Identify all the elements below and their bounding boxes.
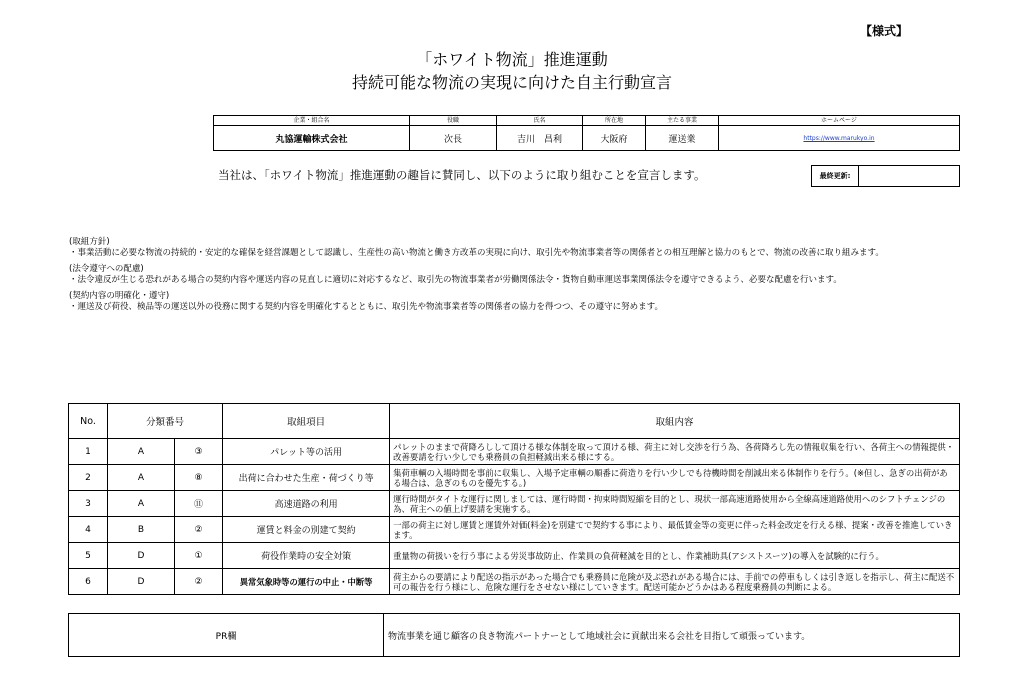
position-value: 次長	[410, 126, 497, 151]
declaration-text: 当社は、「ホワイト物流」推進運動の趣旨に賛同し、以下のように取り組むことを宣言します。	[218, 168, 706, 182]
table-row	[69, 517, 960, 543]
header-homepage: ホームページ	[719, 116, 960, 126]
row-content: 一部の荷主に対し運賃と運賃外対価(料金)を別建てで契約する事により、最低賃金等の変更に伴った料金改定を行える様、提案・改善を推進していきます。	[390, 517, 960, 543]
company-info-table	[213, 115, 960, 151]
location-value: 大阪府	[583, 126, 646, 151]
pr-table	[68, 613, 960, 657]
last-updated-value	[859, 166, 960, 187]
row-category-letter: D	[108, 543, 175, 569]
policy-block	[69, 291, 959, 313]
header-name: 氏名	[497, 116, 583, 126]
row-category-letter: A	[108, 491, 175, 517]
last-updated-label: 最終更新:	[812, 166, 859, 187]
row-category-number: ②	[175, 517, 223, 543]
row-content: パレットのままで荷降ろしして頂ける様な体制を取って頂ける様、荷主に対し交渉を行う為、各荷降ろし先の情報収集を行い、各荷主への情報提供・改善要請を行い少しでも乗務員の負担軽減出来る様にする。	[390, 439, 960, 465]
pr-text: 物流事業を通じ顧客の良き物流パートナーとして地域社会に貢献出来る会社を目指して頑張っています。	[384, 614, 960, 657]
pr-label: PR欄	[69, 614, 384, 657]
row-no: 6	[69, 569, 108, 595]
row-content: 重量物の荷扱いを行う事による労災事故防止、作業員の負荷軽減を目的とし、作業補助具(アシストスーツ)の導入を試験的に行う。	[390, 543, 960, 569]
row-category-number: ③	[175, 439, 223, 465]
row-no: 2	[69, 465, 108, 491]
page-title: 「ホワイト物流」推進運動	[416, 50, 608, 69]
row-content: 荷主からの要請により配送の指示があった場合でも乗務員に危険が及ぶ恐れがある場合には、手前での停車もしくは引き返しを指示し、荷主に配送不可の報告を行う様にし、危険な運行をさせない様にしていきます。配送可能かどうかはある程度乗務員の判断による。	[390, 569, 960, 595]
row-category-letter: A	[108, 465, 175, 491]
policy-heading: (法令遵守への配慮)	[69, 264, 144, 274]
policy-text: ・運送及び荷役、検品等の運送以外の役務に関する契約内容を明確化するとともに、取引先や物流事業者等の関係者の協力を得つつ、その遵守に努めます。	[69, 302, 663, 312]
policy-block	[69, 237, 959, 259]
row-no: 5	[69, 543, 108, 569]
row-item: 運賃と料金の別建て契約	[223, 517, 390, 543]
row-category-number: ⑪	[175, 491, 223, 517]
company-name: 丸協運輸株式会社	[214, 126, 410, 151]
table-row	[69, 439, 960, 465]
business-value: 運送業	[646, 126, 719, 151]
policy-block	[69, 264, 959, 286]
header-no: No.	[69, 404, 108, 439]
row-item: 高速道路の利用	[223, 491, 390, 517]
row-item: パレット等の活用	[223, 439, 390, 465]
table-row	[69, 569, 960, 595]
row-item: 荷役作業時の安全対策	[223, 543, 390, 569]
row-category-number: ⑧	[175, 465, 223, 491]
header-item: 取組項目	[223, 404, 390, 439]
header-business: 主たる事業	[646, 116, 719, 126]
header-content: 取組内容	[390, 404, 960, 439]
homepage-link[interactable]: https://www.marukyo.in	[803, 135, 875, 142]
row-item: 異常気象時等の運行の中止・中断等	[223, 569, 390, 595]
person-name: 吉川 昌利	[497, 126, 583, 151]
policy-heading: (契約内容の明確化・遵守)	[69, 291, 170, 301]
header-location: 所在地	[583, 116, 646, 126]
row-category-letter: D	[108, 569, 175, 595]
page-subtitle: 持続可能な物流の実現に向けた自主行動宣言	[351, 73, 672, 92]
homepage-cell	[719, 126, 960, 151]
policy-text: ・法令違反が生じる恐れがある場合の契約内容や運送内容の見直しに適切に対応するなど、取引先の物流事業者が労働関係法令・貨物自動車運送事業関係法令を遵守できるよう、必要な配慮を行います。	[69, 275, 842, 285]
row-item: 出荷に合わせた生産・荷づくり等	[223, 465, 390, 491]
row-no: 1	[69, 439, 108, 465]
table-row	[69, 543, 960, 569]
row-no: 4	[69, 517, 108, 543]
header-position: 役職	[410, 116, 497, 126]
table-row	[69, 491, 960, 517]
header-company: 企業・組合名	[214, 116, 410, 126]
initiatives-table	[68, 403, 960, 595]
row-category-number: ②	[175, 569, 223, 595]
form-tag: 【様式】	[860, 24, 909, 38]
header-category: 分類番号	[108, 404, 223, 439]
row-content: 運行時間がタイトな運行に関しましては、運行時間・拘束時間短縮を目的とし、現状一部高速道路使用から全線高速道路使用へのシフトチェンジの為、荷主への値上げ要請を実施する。	[390, 491, 960, 517]
row-category-letter: A	[108, 439, 175, 465]
policy-section	[69, 237, 959, 318]
row-category-letter: B	[108, 517, 175, 543]
last-updated-box	[811, 165, 960, 187]
row-category-number: ①	[175, 543, 223, 569]
policy-text: ・事業活動に必要な物流の持続的・安定的な確保を経営課題として認識し、生産性の高い物流と働き方改革の実現に向け、取引先や物流事業者等の関係者との相互理解と協力のもとで、物流の改善に取り組みます。	[69, 248, 884, 258]
table-row	[69, 465, 960, 491]
row-no: 3	[69, 491, 108, 517]
policy-heading: (取組方針)	[69, 237, 110, 247]
row-content: 集荷車輌の入場時間を事前に収集し、入場予定車輌の順番に荷造りを行い少しでも待機時間を削減出来る体制作りを行う。(※但し、急ぎの出荷がある場合は、急ぎのものを優先する。)	[390, 465, 960, 491]
